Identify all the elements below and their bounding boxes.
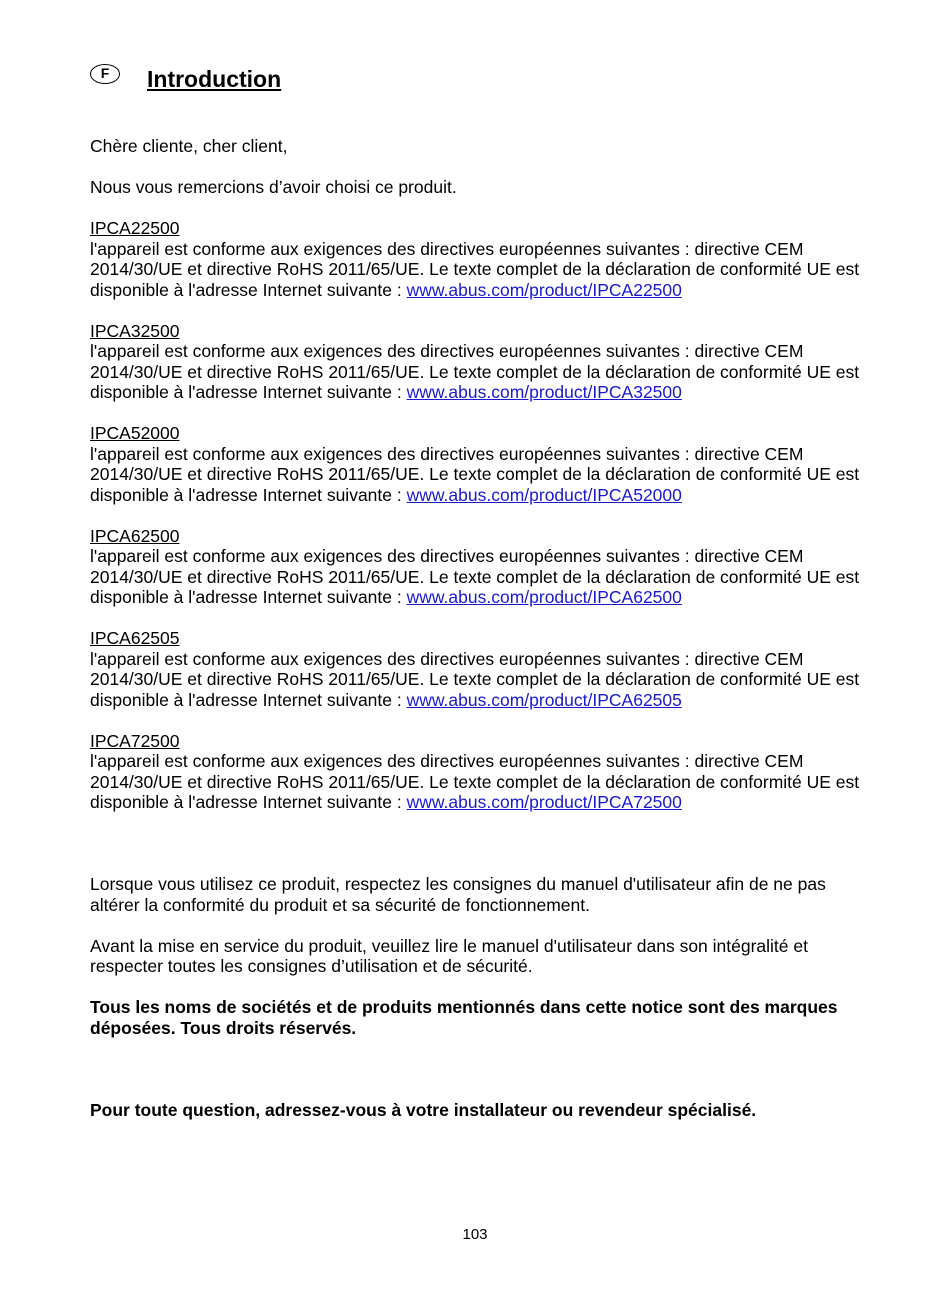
spacer [90, 1038, 865, 1100]
thanks-text: Nous vous remercions d’avoir choisi ce produit. [90, 177, 457, 197]
trademark-note: Tous les noms de sociétés et de produits mentionnés dans cette notice sont des marques déposées. Tous droits réservés. [90, 997, 838, 1038]
conformity-link[interactable]: www.abus.com/product/IPCA62500 [406, 587, 682, 607]
model-name: IPCA62500 [90, 525, 180, 546]
conformity-link[interactable]: www.abus.com/product/IPCA22500 [406, 279, 682, 300]
conformity-text: l'appareil est conforme aux exigences des directives européennes suivantes : directive CEM 2014/30/UE et directive RoHS 2011/65/UE. Le texte complet de la déclaration de conformité UE est disponible à l'adresse Internet suivante : [90, 751, 860, 812]
conformity-text: l'appareil est conforme aux exigences des directives européennes suivantes : directive CEM 2014/30/UE et directive RoHS 2011/65/UE. Le texte complet de la déclaration de conformité UE est disponible à l'adresse Internet suivante : [90, 341, 860, 402]
model-name: IPCA72500 [90, 730, 180, 751]
model-section [90, 423, 865, 505]
conformity-text: l'appareil est conforme aux exigences des directives européennes suivantes : directive CEM 2014/30/UE et directive RoHS 2011/65/UE. Le texte complet de la déclaration de conformité UE est disponible à l'adresse Internet suivante : [90, 443, 860, 505]
conformity-text: l'appareil est conforme aux exigences des directives européennes suivantes : directive CEM 2014/30/UE et directive RoHS 2011/65/UE. Le texte complet de la déclaration de conformité UE est disponible à l'adresse Internet suivante : [90, 546, 860, 607]
setup-note: Avant la mise en service du produit, veuillez lire le manuel d'utilisateur dans son intégralité et respecter toutes les consignes d’utilisation et de sécurité. [90, 935, 808, 976]
model-section [90, 218, 865, 300]
model-section [90, 628, 865, 710]
model-name: IPCA22500 [90, 218, 180, 238]
conformity-text: l'appareil est conforme aux exigences des directives européennes suivantes : directive CEM 2014/30/UE et directive RoHS 2011/65/UE. Le texte complet de la déclaration de conformité UE est disponible à l'adresse Internet suivante : [90, 238, 860, 300]
greeting-text: Chère cliente, cher client, [90, 136, 288, 156]
conformity-link[interactable]: www.abus.com/product/IPCA62505 [406, 689, 682, 710]
conformity-link[interactable]: www.abus.com/product/IPCA72500 [406, 792, 682, 812]
document-body [90, 136, 865, 1120]
page-title: Introduction [147, 66, 282, 92]
model-name: IPCA52000 [90, 423, 180, 443]
contact-note: Pour toute question, adressez-vous à votre installateur ou revendeur spécialisé. [90, 1099, 757, 1120]
page-number: 103 [462, 1226, 488, 1243]
model-section [90, 526, 865, 608]
model-name: IPCA62505 [90, 628, 180, 648]
conformity-link[interactable]: www.abus.com/product/IPCA52000 [406, 484, 682, 505]
conformity-link[interactable]: www.abus.com/product/IPCA32500 [406, 382, 682, 402]
model-section [90, 731, 865, 813]
usage-note: Lorsque vous utilisez ce produit, respectez les consignes du manuel d'utilisateur afin de ne pas altérer la conformité du produit et sa sécurité de fonctionnement. [90, 874, 826, 915]
language-badge-icon: F [90, 64, 120, 84]
model-section [90, 321, 865, 403]
spacer [90, 833, 865, 874]
conformity-text: l'appareil est conforme aux exigences des directives européennes suivantes : directive CEM 2014/30/UE et directive RoHS 2011/65/UE. Le texte complet de la déclaration de conformité UE est disponible à l'adresse Internet suivante : [90, 648, 860, 710]
model-name: IPCA32500 [90, 320, 180, 341]
